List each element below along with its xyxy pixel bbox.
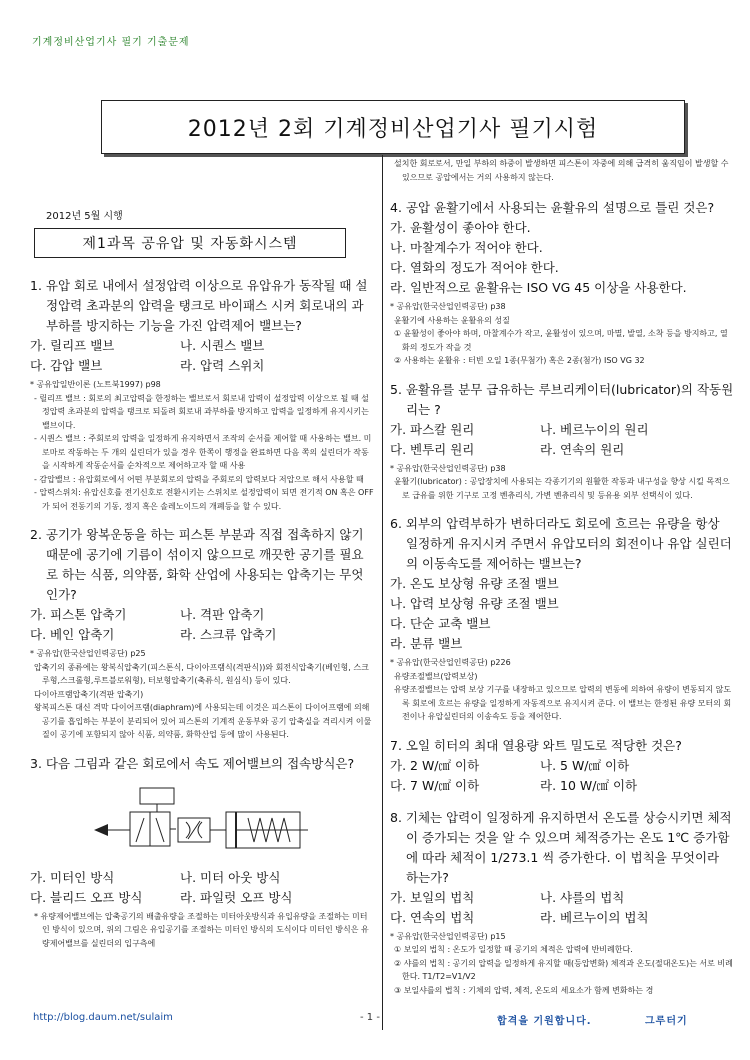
- page-title: 2012년 2회 기계정비산업기사 필기시험: [187, 116, 599, 142]
- blog-link[interactable]: http://blog.daum.net/sulaim: [33, 1012, 173, 1023]
- explanation-line: - 시퀀스 밸브 : 주회로의 압력을 일정하게 유지하면서 조작의 순서를 제어할 때 사용하는 밸브. 미로마로 작동하는 두 개의 실린더가 있을 경우 한쪽이 행정을 완료하면 다음 쪽의 실린더가 작동을 시작하게 작동순서를 순차적으로 제어하고자 할 때 사용: [34, 434, 372, 470]
- source: * 공유압(한국산업인력공단) p38: [390, 302, 506, 311]
- column-divider: [382, 155, 383, 1030]
- source: * 공유압(한국산업인력공단) p15: [390, 931, 506, 941]
- question-6: [390, 514, 735, 724]
- option: 다. 단순 교축 밸브: [390, 616, 491, 631]
- explanation-line: ③ 보일샤를의 법칙 : 기체의 압력, 체적, 온도의 세요소가 함께 변화하는 경: [394, 985, 654, 995]
- explanation-line: ② 샤를의 법칙 : 공기의 압력을 일정하게 유지할 때(등압변화) 체적과 온도(절대온도)는 서로 비례한다. T1/T2=V1/V2: [394, 958, 733, 981]
- explanation-line: - 릴리프 밸브 : 회로의 최고압력을 한정하는 밸브로서 회로내 압력이 설정압력 이상으로 될 때 설정압력 초과분의 압력을 탱크로 되돌려 회로내 과부하를 방지하고 압력을 일정하게 유지시키는 밸브이다.: [34, 393, 369, 430]
- option: 다. 7 W/㎠ 이하: [390, 777, 480, 793]
- option: 나. 5 W/㎠ 이하: [540, 757, 630, 773]
- question-text: 7. 오일 히터의 최대 열용량 와트 밀도로 적당한 것은?: [390, 737, 682, 753]
- option: 다. 베인 압축기: [30, 627, 115, 642]
- circuit-diagram: [90, 782, 310, 862]
- option: 가. 미터인 방식: [30, 869, 115, 885]
- option: 나. 시퀀스 밸브: [180, 338, 265, 353]
- question-text: 5. 윤활유를 분무 급유하는 루브리케이터(lubricator)의 작동원리는 ?: [390, 381, 734, 417]
- question-text: 6. 외부의 압력부하가 변하더라도 회로에 흐르는 유량을 항상 일정하게 유지시켜 주면서 유압모터의 회전이나 유압 실린더의 이동속도를 제어하는 밸브는?: [390, 516, 732, 571]
- explanation-line: 압축기의 종류에는 왕복식압축기(피스톤식, 다이아프램식(격판식))와 회전식압축기(베인형, 스크루형,스크롤형,루트블로워형), 터보형압축기(축류식, 원심식) 등이 있다.: [34, 662, 369, 685]
- explanation-line: 왕복피스톤 대신 격막 다이어프램(diaphram)에 사용되는데 이것은 피스톤이 다이어프램에 의해 공기를 흡입하는 부분이 분리되어 있어 피스톤의 기계적 운동부와 공기 압축실을 격리시켜 이물질이 공기에 포함되지 않아 식품, 의약품, 화학산업 등에 많이 사용된다.: [34, 703, 372, 739]
- question-text: 2. 공기가 왕복운동을 하는 피스톤 부분과 직접 접촉하지 않기 때문에 공기에 기름이 섞이지 않으므로 깨끗한 공기를 필요로 하는 식품, 의약품, 화학 산업에 사용되는 압축기는 무엇인가?: [30, 527, 364, 602]
- source: * 공유압(한국산업인력공단) p25: [30, 649, 146, 658]
- option: 라. 일반적으로 윤활유는 ISO VG 45 이상을 사용한다.: [390, 280, 687, 295]
- explanation-line: * 유량제어밸브에는 압축공기의 배출유량을 조절하는 미터아웃방식과 유입유량을 조절하는 미터인 방식이 있으며, 위의 그림은 유입공기를 조절하는 미터인 방식의 도식이다 미터인 방식은 유량제어밸브를 실린더의 입구측에: [34, 911, 369, 948]
- option: 가. 릴리프 밸브: [30, 338, 115, 353]
- explanation: [390, 930, 735, 998]
- explanation-line: ② 사용하는 윤활유 : 터빈 오일 1종(무첨가) 혹은 2종(첨가) ISO VG 32: [394, 356, 645, 365]
- footer-message: 합격을 기원합니다.: [497, 1016, 592, 1027]
- source: * 공유압(한국산업인력공단) p38: [390, 463, 506, 473]
- option: 가. 피스톤 압축기: [30, 607, 127, 622]
- option: 가. 온도 보상형 유량 조절 밸브: [390, 576, 559, 591]
- option: 가. 보일의 법칙: [390, 889, 475, 905]
- source: * 공유압일반이론 (노트북1997) p98: [30, 380, 161, 389]
- option: 라. 압력 스위치: [180, 358, 265, 373]
- question-text: 4. 공압 윤활기에서 사용되는 윤활유의 설명으로 틀린 것은?: [390, 200, 715, 215]
- option: 라. 연속의 원리: [540, 441, 625, 457]
- source: * 공유압(한국산업인력공단) p226: [390, 658, 511, 667]
- option: 다. 연속의 법칙: [390, 909, 475, 925]
- option: 나. 미터 아웃 방식: [180, 869, 281, 885]
- explanation: [390, 462, 735, 503]
- explanation-line: ① 보일의 법칙 : 온도가 일정할 때 공기의 체적은 압력에 반비례한다.: [394, 945, 633, 954]
- explanation-line: 윤활기(lubricator) : 공압장치에 사용되는 각종기기의 원활한 작동과 내구성을 향상 시킬 목적으로 급유를 위한 기구로 고정 벤츄리식, 가변 벤츄리식 및 등유용 외부 선택식이 있다.: [394, 477, 730, 500]
- explanation-line: 유량조절밸브(압력보상): [394, 671, 478, 681]
- option: 라. 10 W/㎠ 이하: [540, 777, 638, 793]
- explanation: [30, 378, 375, 513]
- option: 다. 벤투리 원리: [390, 441, 475, 457]
- explanation-line: 윤활기에 사용하는 윤활유의 성질: [394, 315, 510, 325]
- explanation: [30, 910, 375, 951]
- explanation-line: - 감압밸브 : 유압회로에서 어떤 부분회로의 압력을 주회로의 압력보다 저압으로 해서 사용할 때: [34, 474, 364, 484]
- question-8: [390, 808, 735, 998]
- title-box: [101, 100, 685, 154]
- option: 나. 베르누이의 원리: [540, 421, 649, 437]
- question-4: [390, 198, 735, 368]
- right-column: [390, 155, 735, 997]
- subject-title: 제1과목 공유압 및 자동화시스템: [82, 236, 298, 252]
- option: 다. 블리드 오프 방식: [30, 889, 143, 905]
- explanation-line: 설치한 회로로서, 만일 부하의 하중이 발생하면 피스톤이 자중에 의해 급격히 움직임이 발생할 수 있으므로 공압에서는 거의 사용하지 않는다.: [394, 159, 729, 182]
- subject-box: [34, 228, 346, 258]
- doc-header: 기계정비산업기사 필기 기출문제: [32, 37, 190, 48]
- option: 나. 샤를의 법칙: [540, 889, 625, 905]
- option: 라. 베르누이의 법칙: [540, 909, 649, 925]
- left-column: [30, 155, 375, 950]
- option: 라. 분류 밸브: [390, 636, 463, 651]
- option: 나. 마찰계수가 적어야 한다.: [390, 240, 543, 255]
- page-number: - 1 -: [360, 1012, 380, 1023]
- option: 가. 파스칼 원리: [390, 421, 475, 437]
- question-1: [30, 276, 375, 513]
- explanation-line: 유량조절밸브는 압력 보상 기구를 내장하고 있으므로 압력의 변동에 의하여 유량이 변동되지 않도록 회로에 흐르는 유량을 일정하게 자동적으로 유지시켜 준다. 이 밸브는 한정된 유량 모터의 회전이나 유압실린더의 이송속도 등을 제어한다.: [394, 685, 732, 721]
- question-text: 8. 기체는 압력이 일정하게 유지하면서 온도를 상승시키면 체적이 증가되는 것을 알 수 있으며 체적증가는 온도 1℃ 증가함에 따라 체적이 1/273.1 씩 증가한다. 이 법칙을 무엇이라 하는가?: [390, 809, 732, 885]
- question-5: [390, 380, 735, 503]
- question-text: 3. 다음 그림과 같은 회로에서 속도 제어밸브의 접속방식은?: [30, 755, 355, 771]
- explanation: [390, 300, 735, 368]
- explanation-line: ① 윤활성이 좋아야 하며, 마찰계수가 작고, 윤활성이 있으며, 마멸, 발열, 소착 등을 방지하고, 열화의 정도가 작을 것: [394, 329, 728, 352]
- option: 가. 윤활성이 좋아야 한다.: [390, 220, 531, 235]
- option: 나. 압력 보상형 유량 조절 밸브: [390, 596, 559, 611]
- question-3: [30, 754, 375, 951]
- option: 라. 스크류 압축기: [180, 627, 277, 642]
- question-text: 1. 유압 회로 내에서 설정압력 이상으로 유압유가 동작될 때 설정압력 초과분의 압력을 탱크로 바이패스 시켜 회로내의 과부하를 방지하는 기능을 가진 압력제어 밸브는?: [30, 278, 368, 333]
- question-2: [30, 525, 375, 742]
- explanation: [30, 647, 375, 742]
- exam-date: 2012년 5월 시행: [46, 211, 123, 222]
- explanation-line: 다이아프램압축기(격판 압축기): [34, 689, 144, 699]
- exhaust-icon: [94, 824, 108, 836]
- footer-author: 그루터기: [645, 1016, 688, 1027]
- question-7: [390, 736, 735, 796]
- option: 라. 파일럿 오프 방식: [180, 889, 293, 905]
- explanation-continued: [390, 157, 735, 184]
- explanation-line: - 압력스위치: 유압신호를 전기신호로 전환시키는 스위치로 설정압력이 되면 전기적 ON 혹은 OFF가 되어 전동기의 기동, 정지 혹은 솔레노이드의 개폐등을 할 수 있다.: [34, 488, 374, 511]
- explanation: [390, 656, 735, 724]
- option: 다. 열화의 정도가 적어야 한다.: [390, 260, 559, 275]
- option: 가. 2 W/㎠ 이하: [390, 757, 480, 773]
- option: 나. 격판 압축기: [180, 607, 265, 622]
- option: 다. 감압 밸브: [30, 358, 103, 373]
